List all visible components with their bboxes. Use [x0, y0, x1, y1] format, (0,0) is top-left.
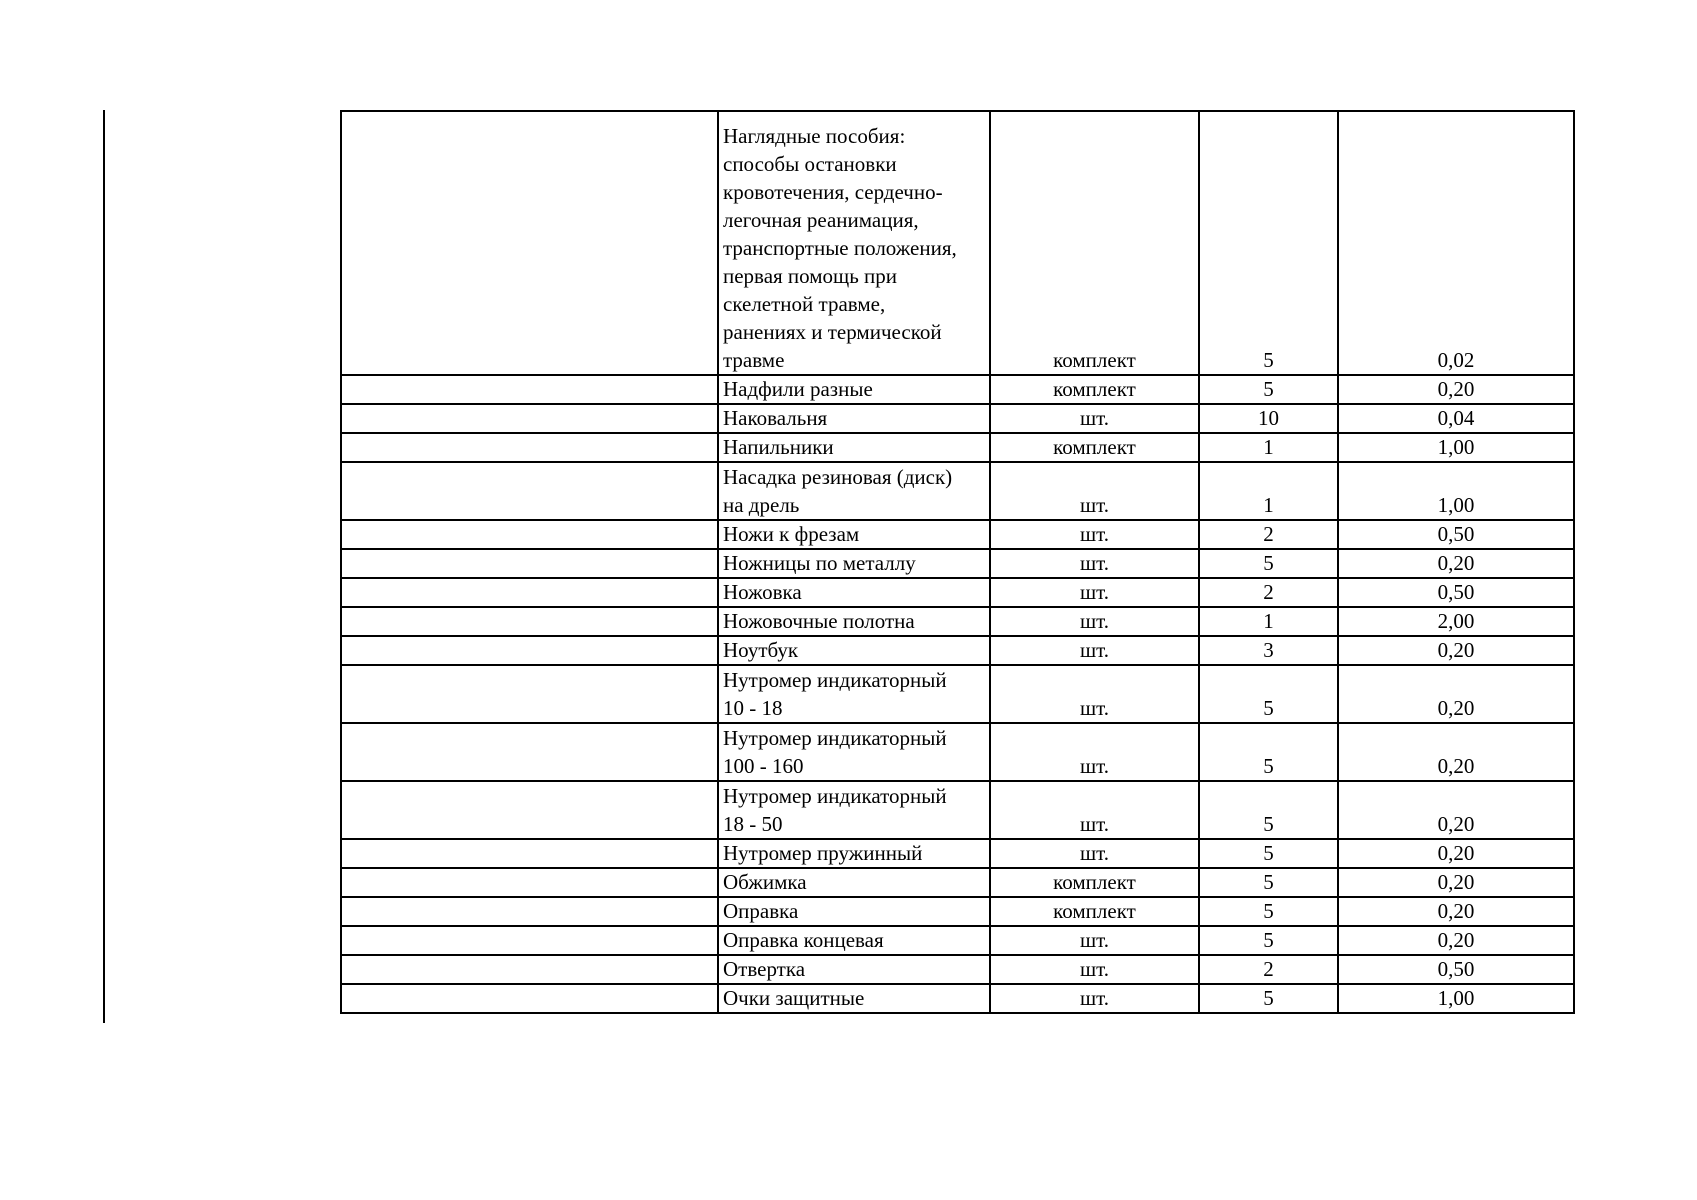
- empty-cell: [341, 549, 718, 578]
- item-unit: шт.: [990, 520, 1199, 549]
- item-unit: шт.: [990, 578, 1199, 607]
- item-unit: шт.: [990, 926, 1199, 955]
- item-quantity: 1: [1199, 462, 1338, 520]
- item-quantity: 5: [1199, 665, 1338, 723]
- item-unit: шт.: [990, 984, 1199, 1013]
- item-unit: шт.: [990, 549, 1199, 578]
- item-quantity: 5: [1199, 984, 1338, 1013]
- item-quantity: 2: [1199, 578, 1338, 607]
- table-row: [341, 433, 1574, 462]
- item-unit: шт.: [990, 607, 1199, 636]
- item-name: Наглядные пособия: способы остановки кровотечения, сердечно- легочная реанимация, транспортные положения, первая помощь при скелетной травме, ранениях и термической травме: [718, 111, 990, 375]
- item-name: Ножи к фрезам: [718, 520, 990, 549]
- item-name: Ножовка: [718, 578, 990, 607]
- empty-cell: [341, 607, 718, 636]
- empty-cell: [341, 926, 718, 955]
- item-coefficient: 0,20: [1338, 781, 1574, 839]
- table-row: [341, 111, 1574, 375]
- table-row: [341, 781, 1574, 839]
- item-unit: шт.: [990, 839, 1199, 868]
- item-name: Наковальня: [718, 404, 990, 433]
- item-coefficient: 0,20: [1338, 839, 1574, 868]
- empty-cell: [341, 462, 718, 520]
- empty-cell: [341, 433, 718, 462]
- item-coefficient: 0,20: [1338, 723, 1574, 781]
- item-name: Очки защитные: [718, 984, 990, 1013]
- item-quantity: 1: [1199, 433, 1338, 462]
- item-quantity: 5: [1199, 111, 1338, 375]
- table-row: [341, 723, 1574, 781]
- item-coefficient: 0,04: [1338, 404, 1574, 433]
- item-name: Оправка концевая: [718, 926, 990, 955]
- table-row: [341, 636, 1574, 665]
- empty-cell: [341, 723, 718, 781]
- item-quantity: 5: [1199, 839, 1338, 868]
- empty-cell: [341, 636, 718, 665]
- empty-cell: [341, 111, 718, 375]
- item-unit: шт.: [990, 462, 1199, 520]
- table-row: [341, 984, 1574, 1013]
- item-coefficient: 1,00: [1338, 984, 1574, 1013]
- table-row: [341, 665, 1574, 723]
- page-margin-line: [103, 110, 105, 1023]
- item-quantity: 5: [1199, 868, 1338, 897]
- item-quantity: 10: [1199, 404, 1338, 433]
- item-quantity: 5: [1199, 375, 1338, 404]
- item-unit: шт.: [990, 955, 1199, 984]
- item-coefficient: 0,20: [1338, 375, 1574, 404]
- empty-cell: [341, 578, 718, 607]
- item-coefficient: 0,20: [1338, 868, 1574, 897]
- empty-cell: [341, 868, 718, 897]
- item-name: Отвертка: [718, 955, 990, 984]
- empty-cell: [341, 839, 718, 868]
- item-coefficient: 0,02: [1338, 111, 1574, 375]
- item-coefficient: 1,00: [1338, 433, 1574, 462]
- table-row: [341, 404, 1574, 433]
- table-row: [341, 897, 1574, 926]
- item-unit: шт.: [990, 723, 1199, 781]
- item-unit: шт.: [990, 636, 1199, 665]
- item-name: Надфили разные: [718, 375, 990, 404]
- empty-cell: [341, 955, 718, 984]
- table-row: [341, 839, 1574, 868]
- item-name: Нутромер индикаторный 18 - 50: [718, 781, 990, 839]
- equipment-table: [340, 110, 1575, 1014]
- item-coefficient: 0,50: [1338, 520, 1574, 549]
- item-unit: комплект: [990, 897, 1199, 926]
- item-coefficient: 0,20: [1338, 897, 1574, 926]
- table-row: [341, 926, 1574, 955]
- item-quantity: 5: [1199, 723, 1338, 781]
- item-unit: шт.: [990, 404, 1199, 433]
- empty-cell: [341, 375, 718, 404]
- item-coefficient: 0,20: [1338, 926, 1574, 955]
- table-row: [341, 520, 1574, 549]
- item-quantity: 5: [1199, 781, 1338, 839]
- item-unit: комплект: [990, 111, 1199, 375]
- empty-cell: [341, 665, 718, 723]
- item-unit: шт.: [990, 781, 1199, 839]
- table-row: [341, 578, 1574, 607]
- item-coefficient: 2,00: [1338, 607, 1574, 636]
- item-quantity: 3: [1199, 636, 1338, 665]
- table-row: [341, 375, 1574, 404]
- empty-cell: [341, 897, 718, 926]
- empty-cell: [341, 984, 718, 1013]
- item-quantity: 5: [1199, 549, 1338, 578]
- item-coefficient: 0,20: [1338, 665, 1574, 723]
- item-name: Нутромер пружинный: [718, 839, 990, 868]
- item-coefficient: 1,00: [1338, 462, 1574, 520]
- item-name: Ножницы по металлу: [718, 549, 990, 578]
- item-name: Нутромер индикаторный 10 - 18: [718, 665, 990, 723]
- item-name: Напильники: [718, 433, 990, 462]
- item-unit: комплект: [990, 433, 1199, 462]
- item-coefficient: 0,20: [1338, 549, 1574, 578]
- table-row: [341, 549, 1574, 578]
- item-name: Нутромер индикаторный 100 - 160: [718, 723, 990, 781]
- item-coefficient: 0,50: [1338, 955, 1574, 984]
- table-row: [341, 955, 1574, 984]
- table-row: [341, 868, 1574, 897]
- item-unit: комплект: [990, 375, 1199, 404]
- item-name: Обжимка: [718, 868, 990, 897]
- item-name: Ноутбук: [718, 636, 990, 665]
- item-quantity: 5: [1199, 926, 1338, 955]
- item-coefficient: 0,20: [1338, 636, 1574, 665]
- empty-cell: [341, 781, 718, 839]
- item-quantity: 1: [1199, 607, 1338, 636]
- item-unit: комплект: [990, 868, 1199, 897]
- item-name: Ножовочные полотна: [718, 607, 990, 636]
- item-quantity: 2: [1199, 520, 1338, 549]
- empty-cell: [341, 404, 718, 433]
- table-row: [341, 462, 1574, 520]
- item-unit: шт.: [990, 665, 1199, 723]
- table-row: [341, 607, 1574, 636]
- empty-cell: [341, 520, 718, 549]
- item-coefficient: 0,50: [1338, 578, 1574, 607]
- item-quantity: 2: [1199, 955, 1338, 984]
- item-name: Оправка: [718, 897, 990, 926]
- item-name: Насадка резиновая (диск) на дрель: [718, 462, 990, 520]
- item-quantity: 5: [1199, 897, 1338, 926]
